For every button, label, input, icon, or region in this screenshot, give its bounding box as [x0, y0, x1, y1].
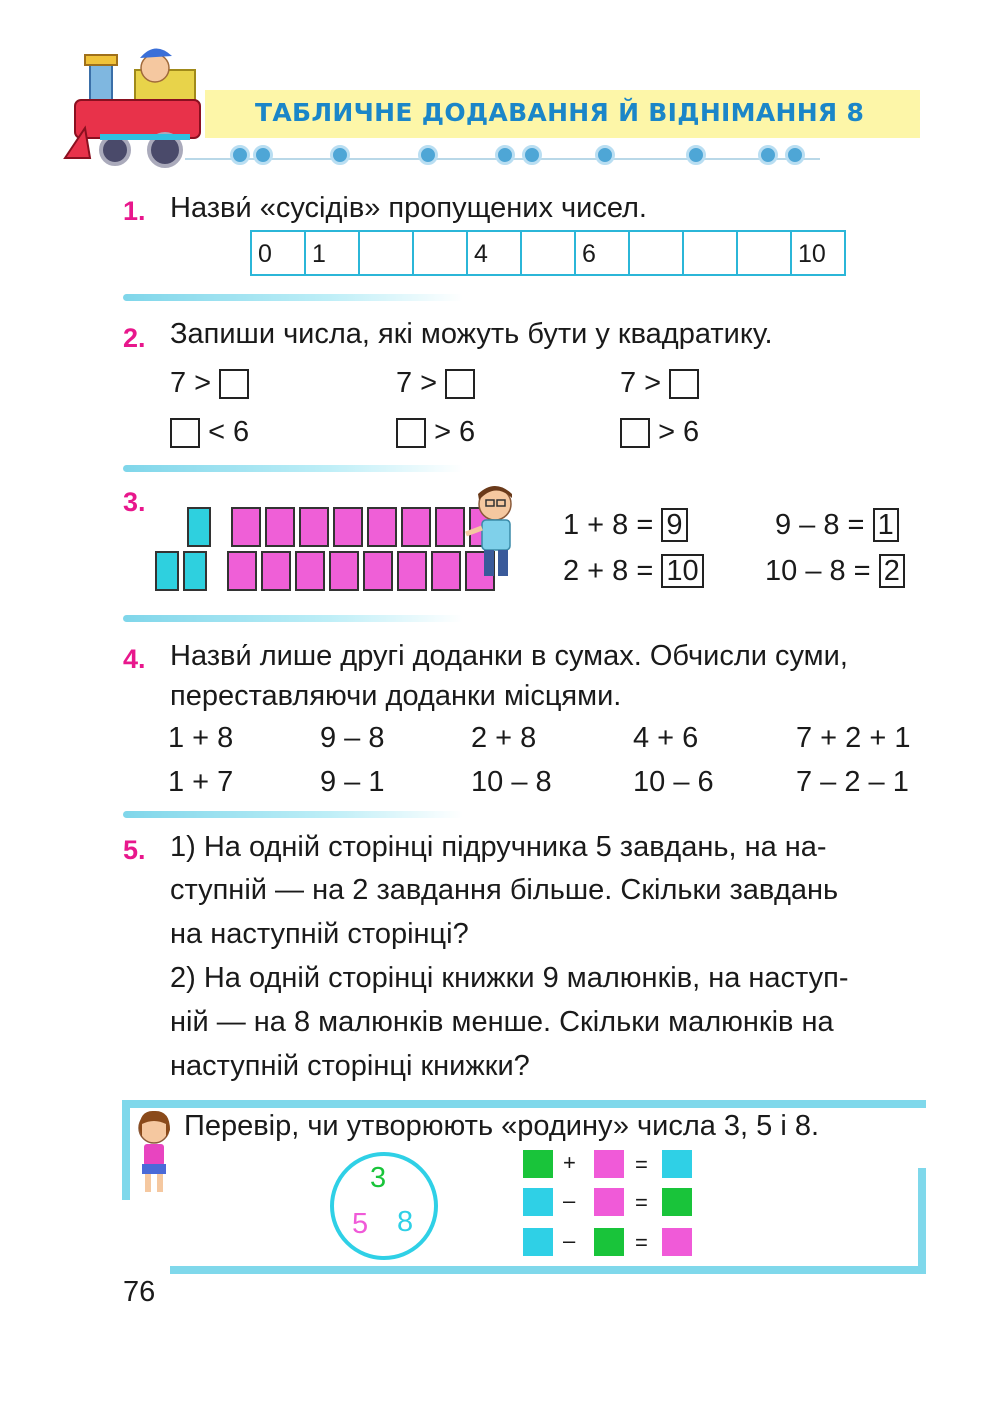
equation: [563, 508, 688, 542]
strip-cell[interactable]: 10: [798, 240, 826, 268]
section-divider: [123, 465, 463, 472]
answer-square[interactable]: [445, 369, 475, 399]
box-frame: [122, 1100, 926, 1108]
section-divider: [123, 811, 463, 818]
circle-number-top: 3: [370, 1162, 387, 1194]
inequality: [170, 416, 249, 449]
pink-square: [594, 1150, 624, 1178]
strip-cell[interactable]: [684, 232, 738, 274]
pink-block: [431, 551, 461, 591]
wheel-decoration: [686, 145, 706, 165]
boy-illustration: [460, 482, 530, 582]
answer-square[interactable]: [170, 418, 200, 448]
answer-square[interactable]: [620, 418, 650, 448]
pink-block: [231, 507, 261, 547]
operator: =: [635, 1230, 648, 1255]
pink-block: [295, 551, 325, 591]
page-number: 76: [123, 1276, 156, 1308]
wheel-decoration: [253, 145, 273, 165]
equation-left: 9 – 8 =: [775, 509, 865, 541]
inequality-left: 7 >: [396, 367, 438, 399]
strip-cell[interactable]: [738, 232, 792, 274]
pink-block: [367, 507, 397, 547]
task5-line: 2) На одній сторінці книжки 9 малюнків, на наступ-: [170, 962, 849, 994]
block-row-1: [187, 507, 499, 547]
number-strip: [250, 230, 846, 276]
inequality: [620, 367, 699, 400]
pink-block: [227, 551, 257, 591]
strip-cell[interactable]: [522, 232, 576, 274]
page-title: ТАБЛИЧНЕ ДОДАВАННЯ Й ВІДНІМАННЯ 8: [255, 98, 865, 127]
strip-cell[interactable]: 0: [252, 232, 306, 274]
answer-square[interactable]: [669, 369, 699, 399]
cyan-square: [662, 1150, 692, 1178]
inequality-left: 7 >: [170, 367, 212, 399]
expression: 1 + 7: [168, 766, 234, 798]
task-number: 2.: [123, 323, 146, 353]
task-number: 3.: [123, 487, 146, 517]
expression: 7 – 2 – 1: [796, 766, 909, 798]
circle-number-left: 5: [352, 1208, 369, 1240]
task5-line: на наступній сторінці?: [170, 918, 469, 950]
box-frame: [122, 1100, 130, 1200]
inequality-right: > 6: [434, 416, 476, 448]
inequality-left: 7 >: [620, 367, 662, 399]
cyan-block: [183, 551, 207, 591]
inequality-right: < 6: [208, 416, 250, 448]
wheel-decoration: [522, 145, 542, 165]
task5-line: 1) На одній сторінці підручника 5 завдань, на на-: [170, 831, 827, 863]
pink-block: [265, 507, 295, 547]
green-square: [523, 1150, 553, 1178]
equation-left: 2 + 8 =: [563, 555, 654, 587]
family-text: Перевір, чи утворюють «родину» числа 3, 5 і 8.: [184, 1110, 820, 1142]
strip-cell[interactable]: 4: [468, 232, 522, 274]
cyan-square: [523, 1188, 553, 1216]
operator: +: [563, 1150, 576, 1175]
green-square: [662, 1188, 692, 1216]
box-frame: [918, 1168, 926, 1273]
wheel-decoration: [418, 145, 438, 165]
wheel-decoration: [495, 145, 515, 165]
task5-line: наступній сторінці книжки?: [170, 1050, 530, 1082]
expression: 9 – 8: [320, 722, 385, 754]
expression: 4 + 6: [633, 722, 699, 754]
operator: –: [563, 1228, 576, 1253]
task1-text: Назви́ «сусідів» пропущених чисел.: [170, 192, 647, 224]
equation: [775, 508, 899, 542]
task2-text: Запиши числа, які можуть бути у квадратику.: [170, 318, 773, 350]
wheel-decoration: [595, 145, 615, 165]
task4-text-line1: Назви́ лише другі доданки в сумах. Обчисли суми,: [170, 640, 848, 672]
operator: =: [635, 1190, 648, 1215]
inequality: [170, 367, 249, 400]
inequality: [396, 367, 475, 400]
inequality-right: > 6: [658, 416, 700, 448]
pink-block: [333, 507, 363, 547]
task-number: 5.: [123, 835, 146, 865]
block-row-2: [155, 551, 495, 591]
girl-illustration: [130, 1108, 180, 1198]
operator: –: [563, 1188, 576, 1213]
pink-block: [261, 551, 291, 591]
operator: =: [635, 1152, 648, 1177]
wheel-decoration: [230, 145, 250, 165]
circle-number-right: 8: [397, 1206, 414, 1238]
cyan-square: [523, 1228, 553, 1256]
section-divider: [123, 294, 463, 301]
pink-block: [397, 551, 427, 591]
task5-line: ній — на 8 малюнків менше. Скільки малюнків на: [170, 1006, 834, 1038]
green-square: [594, 1228, 624, 1256]
task4-text-line2: переставляючи доданки місцями.: [170, 680, 622, 712]
answer-box[interactable]: 9: [661, 508, 687, 542]
expression: 9 – 1: [320, 766, 385, 798]
pink-square: [662, 1228, 692, 1256]
equation-left: 1 + 8 =: [563, 509, 654, 541]
cyan-block: [187, 507, 211, 547]
section-divider: [123, 615, 463, 622]
equation: [765, 554, 905, 588]
strip-cell[interactable]: 1: [306, 232, 360, 274]
answer-square[interactable]: [219, 369, 249, 399]
strip-cell[interactable]: 6: [576, 232, 630, 274]
task-number: 4.: [123, 644, 146, 674]
answer-square[interactable]: [396, 418, 426, 448]
strip-cell[interactable]: [360, 232, 414, 274]
expression: 10 – 8: [471, 766, 552, 798]
pink-block: [363, 551, 393, 591]
wheel-decoration: [330, 145, 350, 165]
cyan-block: [155, 551, 179, 591]
pink-block: [329, 551, 359, 591]
inequality: [620, 416, 699, 449]
wheel-decoration: [758, 145, 778, 165]
strip-cell[interactable]: [414, 232, 468, 274]
task5-line: ступній — на 2 завдання більше. Скільки завдань: [170, 874, 839, 906]
pink-square: [594, 1188, 624, 1216]
expression: 2 + 8: [471, 722, 537, 754]
pink-block: [299, 507, 329, 547]
box-frame: [170, 1266, 926, 1274]
train-illustration: [60, 40, 220, 170]
answer-box[interactable]: 2: [879, 554, 905, 588]
expression: 7 + 2 + 1: [796, 722, 911, 754]
task-number: 1.: [123, 196, 146, 226]
wheel-decoration: [785, 145, 805, 165]
expression: 1 + 8: [168, 722, 234, 754]
expression: 10 – 6: [633, 766, 714, 798]
answer-box[interactable]: 1: [873, 508, 899, 542]
equation: [563, 554, 704, 588]
equation-left: 10 – 8 =: [765, 555, 871, 587]
strip-cell[interactable]: [630, 232, 684, 274]
answer-box[interactable]: 10: [661, 554, 703, 588]
inequality: [396, 416, 475, 449]
pink-block: [401, 507, 431, 547]
